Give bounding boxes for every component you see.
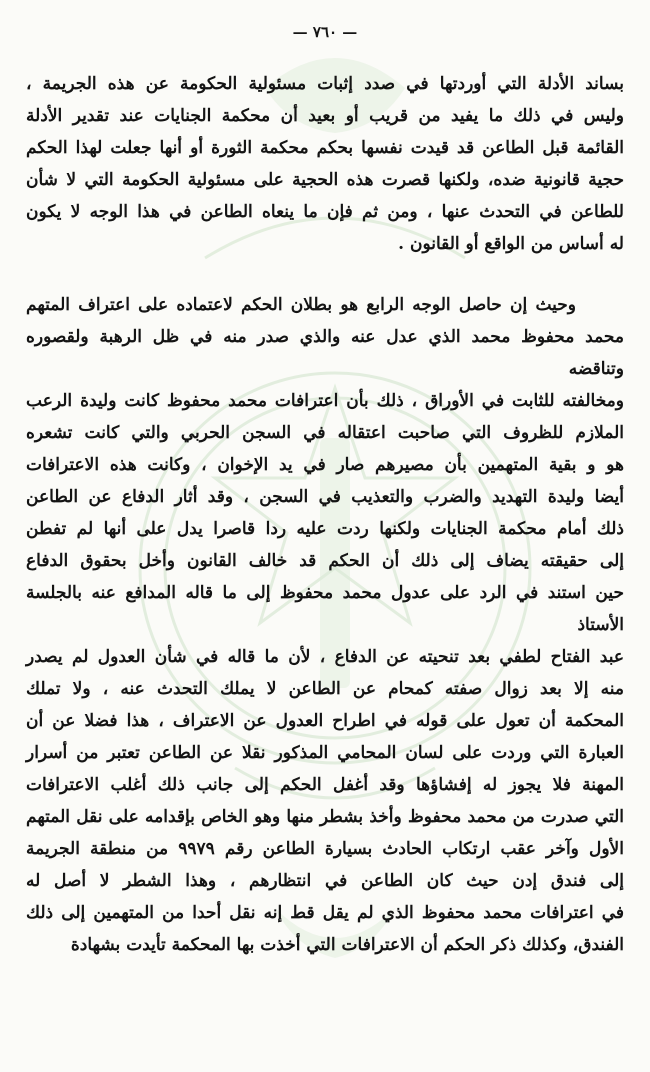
- text-line: إلى حقيقته يضاف إلى ذلك أن الحكم قد خالف القانون وأخل بحقوق الدفاع: [26, 551, 624, 571]
- text-line: محمد محفوظ محمد الذي عدل عنه والذي صدر منه في ظل الرهبة ولقصوره وتناقضه: [26, 327, 624, 379]
- text-line: بساند الأدلة التي أوردتها في صدد إثبات مسئولية الحكومة عن هذه الجريمة ،: [26, 74, 624, 94]
- paragraph-2: [26, 289, 624, 961]
- text-line: منه إلا بعد زوال صفته كمحام عن الطاعن لا يملك التحدث عنه ، ولا تملك: [26, 679, 624, 699]
- text-line: في اعترافات محمد محفوظ الذي لم يقل قط إنه نقل أحدا من المتهمين إلى ذلك: [26, 903, 624, 923]
- text-line: القائمة قبل الطاعن قد قيدت نفسها بحكم محكمة الثورة أو أنها جعلت لهذا الحكم: [26, 138, 624, 158]
- text-line: حين استند في الرد على عدول محمد محفوظ إلى ما قاله المدافع عنه بالجلسة الأستاذ: [26, 583, 624, 635]
- text-line: الفندق، وكذلك ذكر الحكم أن الاعترافات التي أخذت بها المحكمة تأيدت بشهادة: [70, 935, 624, 955]
- text-line: ذلك أمام محكمة الجنايات ولكنها ردت عليه ردا قاصرا يدل على أنها لم تفطن: [26, 519, 624, 539]
- text-line: أيضا وليدة التهديد والضرب والتعذيب في السجن ، وقد أثار الدفاع عن الطاعن: [26, 487, 624, 507]
- text-line: له أساس من الواقع أو القانون .: [398, 234, 624, 254]
- paragraph-1: [26, 68, 624, 260]
- text-line: الأول وآخر عقب ارتكاب الحادث بسيارة الطاعن رقم ٩٩٧٩ من منطقة الجريمة: [26, 839, 624, 859]
- text-line: المهنة فلا يجوز له إفشاؤها وقد أغفل الحكم إلى جانب ذلك أغلب الاعترافات: [26, 775, 624, 795]
- text-line: وليس في ذلك ما يفيد من قريب أو بعيد أن محكمة الجنايات عند تقدير الأدلة: [26, 106, 624, 126]
- text-line: إلى فندق إدن حيث كان الطاعن في انتظارهم ، وهذا الشطر لا أصل له: [26, 871, 624, 891]
- page-number: — ٧٦٠ —: [292, 23, 358, 41]
- text-line: التي صدرت من محمد محفوظ وأخذ بشطر منها وهو الخاص بإقدامه على نقل المتهم: [26, 807, 624, 827]
- text-line: للطاعن في التحدث عنها ، ومن ثم فإن ما ينعاه الطاعن في هذا الوجه لا يكون: [26, 202, 624, 222]
- text-line: حجية قانونية ضده، ولكنها قصرت هذه الحجية على مسئولية الحكومة التي لا شأن: [26, 170, 624, 190]
- text-line: هو و بقية المتهمين بأن مصيرهم صار في يد الإخوان ، وكانت هذه الاعترافات: [26, 455, 624, 475]
- document-page: [26, 22, 624, 1052]
- text-line: عبد الفتاح لطفي بعد تنحيته عن الدفاع ، لأن ما قاله في شأن العدول لم يصدر: [26, 647, 624, 667]
- text-line: الملازم للظروف التي صاحبت اعتقاله في السجن الحربي والتي كانت تشعره: [26, 423, 624, 443]
- text-line: ومخالفته للثابت في الأوراق ، ذلك بأن اعترافات محمد محفوظ كانت وليدة الرعب: [26, 391, 624, 411]
- text-line: العبارة التي وردت على لسان المحامي المذكور نقلا عن الطاعن تعتبر من أسرار: [26, 743, 624, 763]
- text-line: وحيث إن حاصل الوجه الرابع هو بطلان الحكم لاعتماده على اعتراف المتهم: [26, 295, 576, 315]
- text-line: المحكمة أن تعول على قوله في اطراح العدول عن الاعتراف ، هذا فضلا عن أن: [26, 711, 624, 731]
